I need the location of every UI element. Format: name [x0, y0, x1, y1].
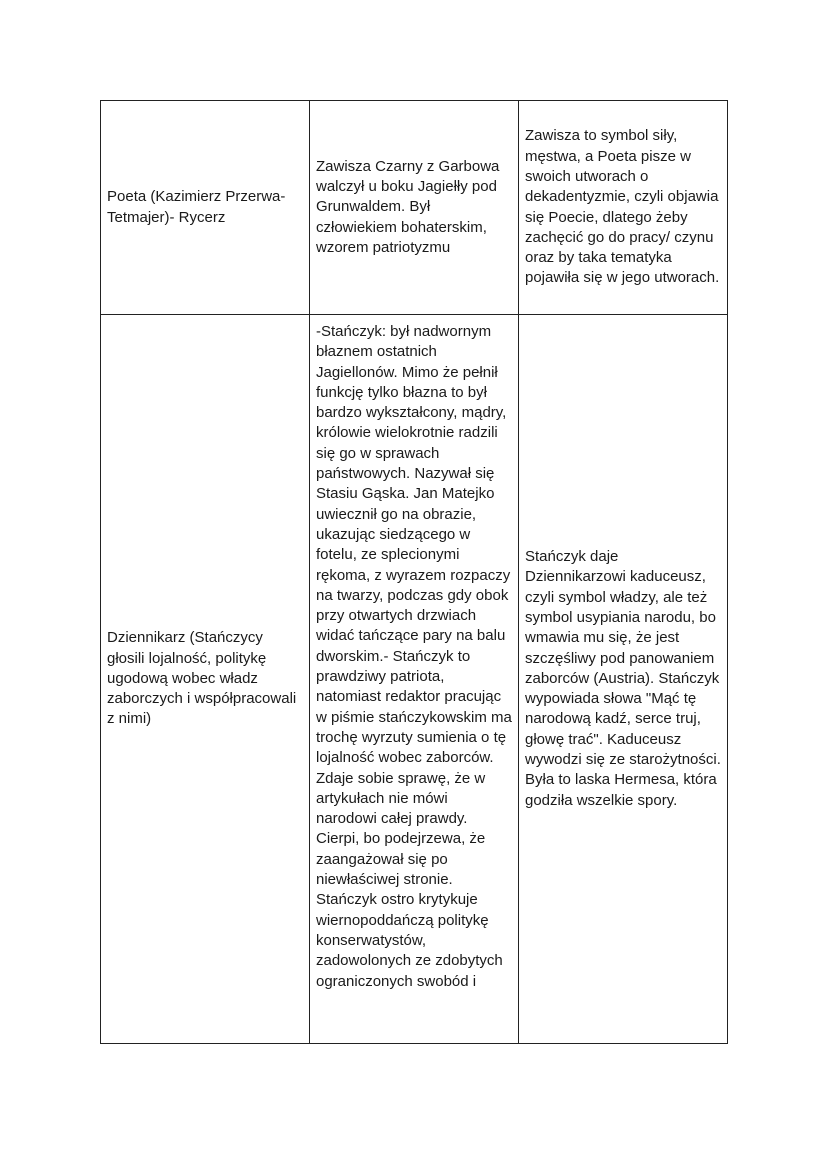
- cell-text: Stańczyk daje Dziennikarzowi kaduceusz, czyli symbol władzy, ale też symbol usypiania narodu, bo wmawia mu się, że jest szczęśliwy pod panowaniem zaborców (Austria). Stańczyk wypowiada słowa "Mąć tę narodową kadź, serce truj, głowę trać". Kaduceusz wywodzi się ze starożytności. Była to laska Hermesa, która godziła wszelkie spory.: [525, 548, 721, 809]
- table-cell: [519, 101, 728, 315]
- cell-text: Poeta (Kazimierz Przerwa-Tetmajer)- Rycerz: [107, 188, 286, 226]
- table-cell: [310, 315, 519, 1044]
- table-row: [101, 101, 728, 315]
- table-cell: [101, 101, 310, 315]
- cell-text: -Stańczyk: był nadwornym błaznem ostatnich Jagiellonów. Mimo że pełnił funkcję tylko błazna to był bardzo wykształcony, mądry, królowie wielokrotnie radzili się go w sprawach państwowych. Nazywał się Stasiu Gąska. Jan Matejko uwiecznił go na obrazie, ukazując siedzącego w fotelu, ze splecionymi rękoma, z wyrazem rozpaczy na twarzy, podczas gdy obok przy otwartych drzwiach widać tańczące pary na balu dworskim.- Stańczyk to prawdziwy patriota, natomiast redaktor pracując w piśmie stańczykowskim ma trochę wyrzuty sumienia o tę lojalność wobec zaborców. Zdaje sobie sprawę, że w artykułach nie mówi narodowi całej prawdy. Cierpi, bo podejrzewa, że zaangażował się po niewłaściwej stronie. Stańczyk ostro krytykuje wiernopoddańczą politykę konserwatystów, zadowolonych ze zdobytych ograniczonych swobód i: [316, 323, 512, 990]
- table-cell: [310, 101, 519, 315]
- cell-text: Zawisza Czarny z Garbowa walczył u boku Jagiełły pod Grunwaldem. Był człowiekiem bohaterskim, wzorem patriotyzmu: [316, 157, 500, 256]
- table-cell: [101, 315, 310, 1044]
- cell-text: Dziennikarz (Stańczycy głosili lojalność, politykę ugodową wobec władz zaborczych i współpracowali z nimi): [107, 629, 297, 728]
- table-cell: [519, 315, 728, 1044]
- cell-text: Zawisza to symbol siły, męstwa, a Poeta pisze w swoich utworach o dekadentyzmie, czyli objawia się Poecie, dlatego żeby zachęcić go do pracy/ czynu oraz by taka tematyka pojawiła się w jego utworach.: [525, 127, 720, 287]
- comparison-table: [100, 100, 728, 1044]
- table-row: [101, 315, 728, 1044]
